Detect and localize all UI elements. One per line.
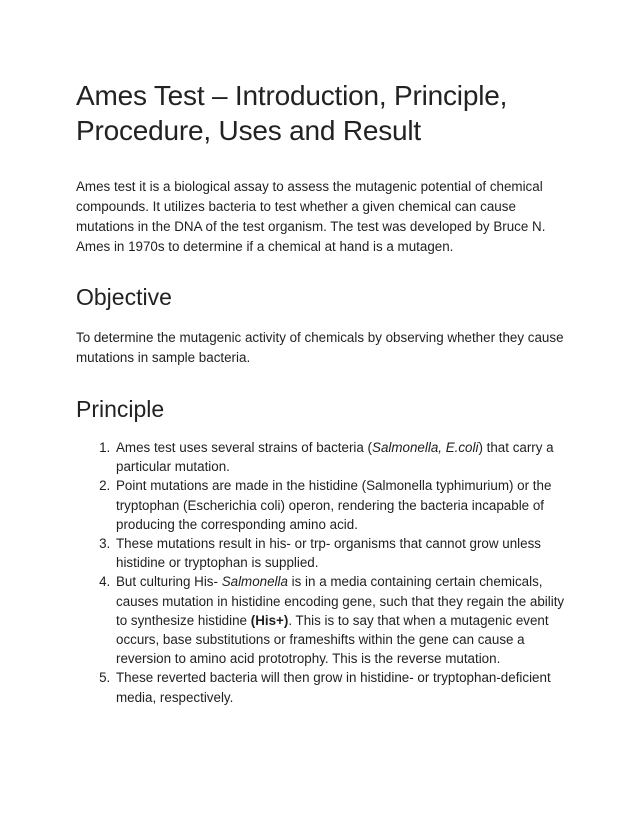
objective-heading: Objective — [76, 284, 172, 310]
item-text: is in a media containing certain chemicals, causes mutation in histidine encoding gene, such that they regain the ability to synthesize histidine — [116, 574, 565, 628]
objective-paragraph: To determine the mutagenic activity of chemicals by observing whether they cause mutations in sample bacteria. — [76, 330, 564, 365]
list-item — [114, 572, 568, 668]
list-item — [114, 534, 568, 572]
list-item — [114, 476, 568, 534]
intro-paragraph: Ames test it is a biological assay to assess the mutagenic potential of chemical compounds. It utilizes bacteria to test whether a given chemical can cause mutations in the DNA of the test organism. The test was developed by Bruce N. Ames in 1970s to determine if a chemical at hand is a mutagen. — [76, 179, 546, 254]
principle-list — [76, 438, 568, 707]
item-emphasis: Salmonella — [221, 574, 288, 590]
page-title: Ames Test – Introduction, Principle, Procedure, Uses and Result — [76, 80, 508, 146]
item-text: Point mutations are made in the histidine (Salmonella typhimurium) or the tryptophan (Escherichia coli) operon, rendering the bacteria incapable of producing the corresponding amino acid. — [116, 478, 552, 532]
item-emphasis: Salmonella, E.coli — [372, 440, 479, 455]
list-item — [114, 438, 568, 476]
item-text: . This is to say that when a mutagenic event occurs, base substitutions or frameshifts within the gene can cause a reversion to amino acid prototrophy. This is the reverse mutation. — [116, 612, 549, 667]
item-text: Ames test uses several strains of bacteria ( — [116, 440, 373, 455]
item-bold: (His+) — [250, 612, 289, 628]
principle-heading: Principle — [76, 396, 165, 422]
item-text: But culturing His- — [116, 574, 222, 590]
item-text: ) that carry a particular mutation. — [116, 440, 554, 475]
item-text: These mutations result in his- or trp- organisms that cannot grow unless histidine or tryptophan is supplied. — [116, 536, 541, 571]
item-text: These reverted bacteria will then grow in histidine- or tryptophan-deficient media, respectively. — [116, 670, 551, 705]
list-item — [114, 668, 568, 706]
